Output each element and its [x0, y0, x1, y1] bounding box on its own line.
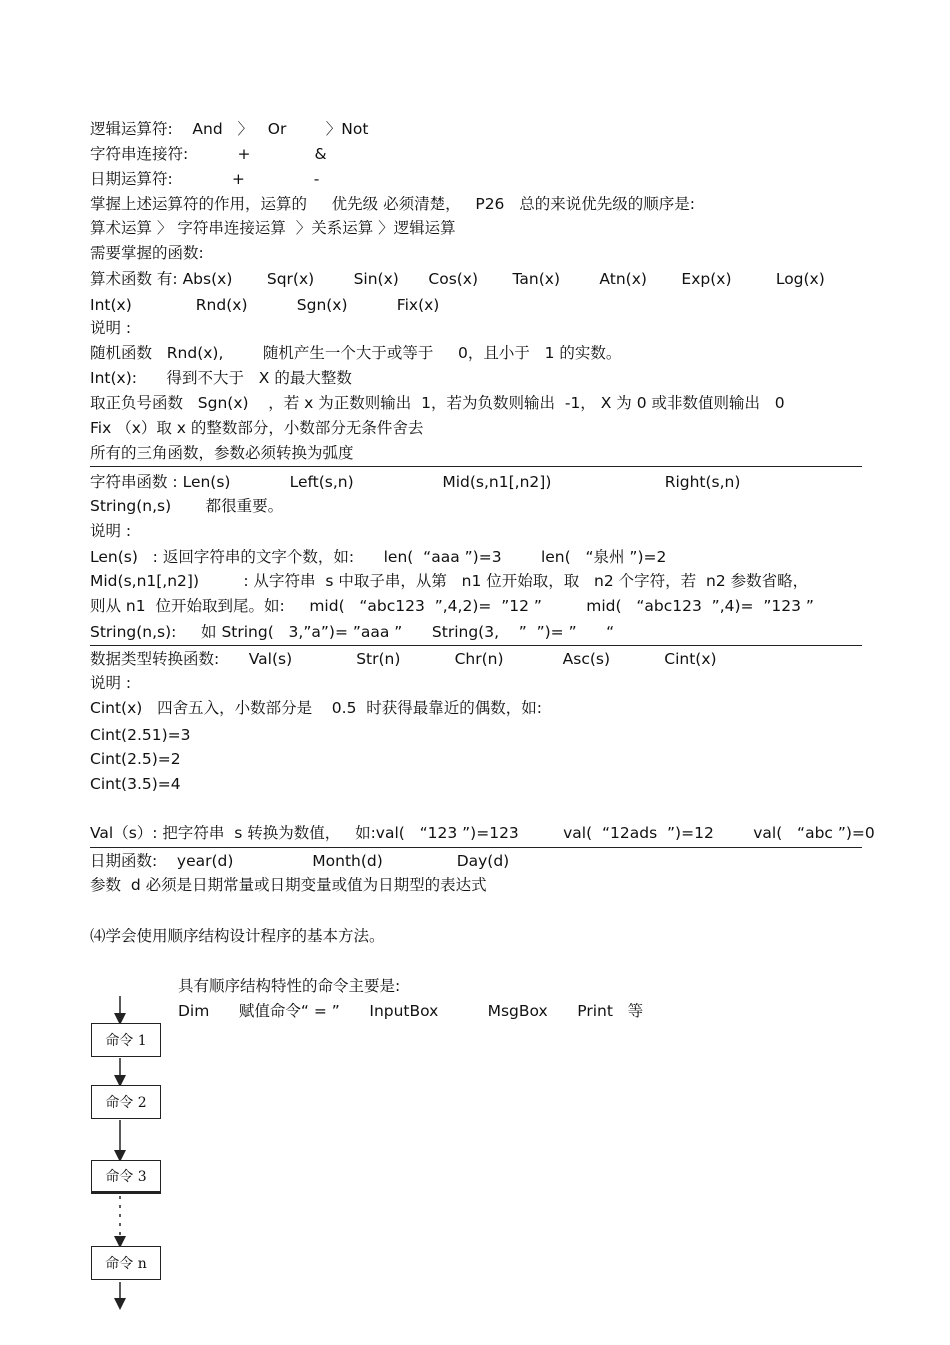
text-line: 掌握上述运算符的作用，运算的 优先级 必须清楚， P26 总的来说优先级的顺序是: — [90, 195, 695, 213]
text-line: 日期函数: year(d) Month(d) Day(d) — [90, 852, 510, 870]
flow-box-command-1: 命令 1 — [91, 1023, 161, 1057]
flow-box-command-n: 命令 n — [91, 1246, 161, 1280]
text-line: 需要掌握的函数: — [90, 244, 204, 262]
text-line: 参数 d 必须是日期常量或日期变量或值为日期型的表达式 — [90, 876, 487, 894]
text-line: Int(x) Rnd(x) Sgn(x) Fix(x) — [90, 296, 440, 314]
text-line: Val（s）: 把字符串 s 转换为数值， 如:val( “123 ”)=123 val( “12ads ”)=12 val( “abc ”)=0 — [90, 824, 875, 842]
text-line: Int(x): 得到不大于 X 的最大整数 — [90, 369, 352, 387]
text-line: 所有的三角函数，参数必须转换为弧度 — [90, 444, 354, 462]
text-line: Cint(x) 四舍五入，小数部分是 0.5 时获得最靠近的偶数，如: — [90, 699, 543, 717]
text-line: Cint(2.51)=3 — [90, 726, 191, 744]
text-line: 则从 n1 位开始取到尾。如: mid( “abc123 ”,4,2)= ”12 ” mid( “abc123 ”,4)= ”123 ” — [90, 597, 814, 615]
text-line: 算术函数 有: Abs(x) Sqr(x) Sin(x) Cos(x) Tan(x) Atn(x) Exp(x) Log(x) — [90, 270, 825, 288]
text-line: 逻辑运算符: And 〉 Or 〉Not — [90, 120, 369, 138]
text-line: Len(s) : 返回字符串的文字个数，如: len( “aaa ”)=3 len( “泉州 ”)=2 — [90, 548, 667, 566]
section-heading: ⑷学会使用顺序结构设计程序的基本方法。 — [90, 927, 385, 945]
text-line: 说明 : — [90, 522, 132, 540]
text-line: 字符串连接符: + & — [90, 145, 327, 163]
text-line: 数据类型转换函数: Val(s) Str(n) Chr(n) Asc(s) Cint(x) — [90, 650, 717, 668]
text-line: String(n,s): 如 String( 3,”a”)= ”aaa ” String(3, ” ”)= ” “ — [90, 623, 615, 641]
text-line: 具有顺序结构特性的命令主要是: — [178, 977, 401, 995]
text-line: 随机函数 Rnd(x), 随机产生一个大于或等于 0，且小于 1 的实数。 — [90, 344, 622, 362]
flow-box-command-3: 命令 3 — [91, 1160, 161, 1194]
text-line: 说明 : — [90, 674, 132, 692]
text-line: Fix （x）取 x 的整数部分，小数部分无条件舍去 — [90, 419, 424, 437]
flow-box-command-2: 命令 2 — [91, 1085, 161, 1119]
text-line: Mid(s,n1[,n2]) : 从字符串 s 中取子串，从第 n1 位开始取，取 n2 个字符，若 n2 参数省略， — [90, 572, 809, 590]
text-line: 日期运算符: + - — [90, 170, 320, 188]
text-line: 取正负号函数 Sgn(x) ，若 x 为正数则输出 1，若为负数则输出 -1， X 为 0 或非数值则输出 0 — [90, 394, 785, 412]
text-line: String(n,s) 都很重要。 — [90, 497, 284, 515]
text-line: Cint(3.5)=4 — [90, 775, 181, 793]
text-line: 算术运算 〉 字符串连接运算 〉关系运算 〉逻辑运算 — [90, 219, 456, 237]
text-line: Dim 赋值命令“ = ” InputBox MsgBox Print 等 — [178, 1002, 644, 1020]
text-line: Cint(2.5)=2 — [90, 750, 181, 768]
text-line: 说明 : — [90, 319, 132, 337]
text-line: 字符串函数 : Len(s) Left(s,n) Mid(s,n1[,n2]) Right(s,n) — [90, 473, 741, 491]
